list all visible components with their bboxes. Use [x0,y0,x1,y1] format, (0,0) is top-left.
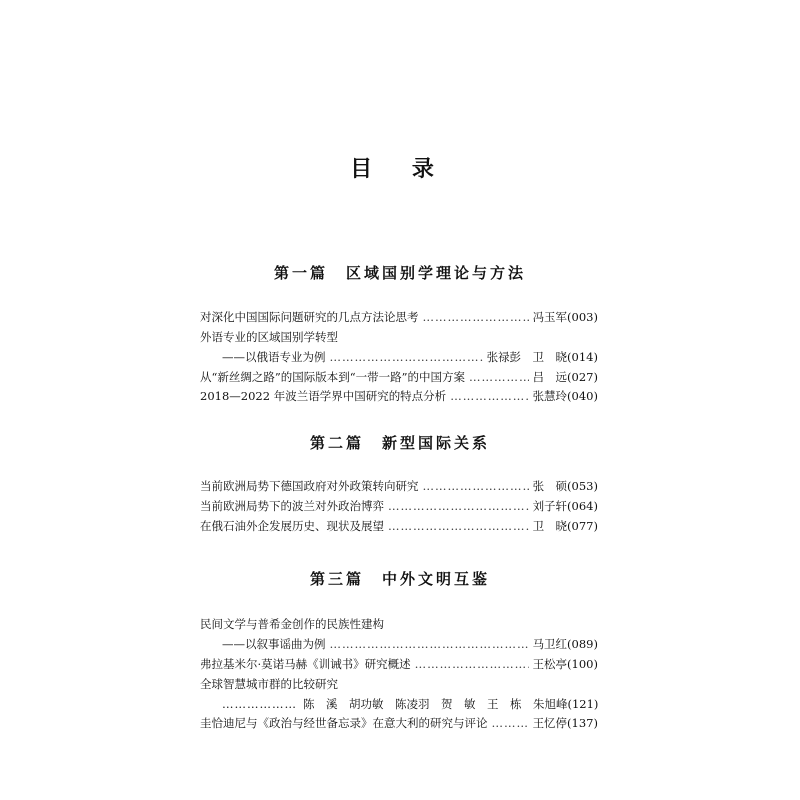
toc-entry[interactable] [200,479,598,494]
toc-entry[interactable] [200,310,598,325]
toc-entry[interactable] [200,330,598,345]
entry-subtitle: ——以叙事谣曲为例 [222,637,326,651]
dot-leader [423,310,529,325]
dot-leader [388,499,529,514]
dot-leader [330,637,529,652]
dot-leader [388,519,529,534]
dot-leader [330,350,483,365]
toc-entry-authors[interactable] [200,697,598,712]
toc-entry-subtitle[interactable] [200,637,598,652]
dot-leader: ……………… [222,697,297,711]
entry-author: 卫 晓(077) [532,519,598,533]
dot-leader [492,716,529,731]
entry-subtitle: ——以俄语专业为例 [222,350,326,364]
entry-author: 张禄彭 卫 晓(014) [486,350,598,364]
entry-title: 弗拉基米尔·莫诺马赫《训诫书》研究概述 [200,657,411,671]
toc-entry-subtitle[interactable] [200,350,598,365]
page-title: 目 录 [350,156,450,182]
toc-entry[interactable] [200,677,598,692]
entry-title: 外语专业的区域国别学转型 [200,330,338,344]
dot-leader [469,370,529,385]
entry-title: 2018—2022 年波兰语学界中国研究的特点分析 [200,389,447,403]
entry-author: 刘子轩(064) [532,499,598,513]
entry-author: 张慧玲(040) [532,389,598,403]
entry-title: 当前欧洲局势下德国政府对外政策转向研究 [200,479,419,493]
toc-entry[interactable] [200,716,598,731]
entry-author: 王松亭(100) [532,657,598,671]
dot-leader [423,479,529,494]
dot-leader [415,657,529,672]
entry-author: 陈 溪 胡功敏 陈凌羽 贺 敏 王 栋 朱旭峰(121) [303,697,599,711]
toc-entry[interactable] [200,657,598,672]
part-heading-3: 第三篇 中外文明互鉴 [309,570,490,588]
toc-entry[interactable] [200,519,598,534]
entry-author: 王忆停(137) [532,716,598,730]
entry-title: 圭恰迪尼与《政治与经世备忘录》在意大利的研究与评论 [200,716,488,730]
entry-title: 对深化中国国际问题研究的几点方法论思考 [200,310,419,324]
dot-leader [450,389,528,404]
entry-title: 全球智慧城市群的比较研究 [200,677,338,691]
entry-author: 马卫红(089) [532,637,598,651]
entry-author: 吕 远(027) [532,370,598,384]
entry-author: 张 硕(053) [532,479,598,493]
entry-author: 冯玉军(003) [532,310,598,324]
entry-title: 民间文学与普希金创作的民族性建构 [200,617,384,631]
toc-entry[interactable] [200,499,598,514]
part-heading-2: 第二篇 新型国际关系 [309,434,490,452]
toc-entry[interactable] [200,389,598,404]
entry-title: 在俄石油外企发展历史、现状及展望 [200,519,384,533]
entry-title: 当前欧洲局势下的波兰对外政治博弈 [200,499,384,513]
entry-title: 从“新丝绸之路”的国际版本到“一带一路”的中国方案 [200,370,466,384]
toc-entry[interactable] [200,370,598,385]
part-heading-1: 第一篇 区域国别学理论与方法 [273,264,526,282]
toc-entry[interactable] [200,617,598,632]
